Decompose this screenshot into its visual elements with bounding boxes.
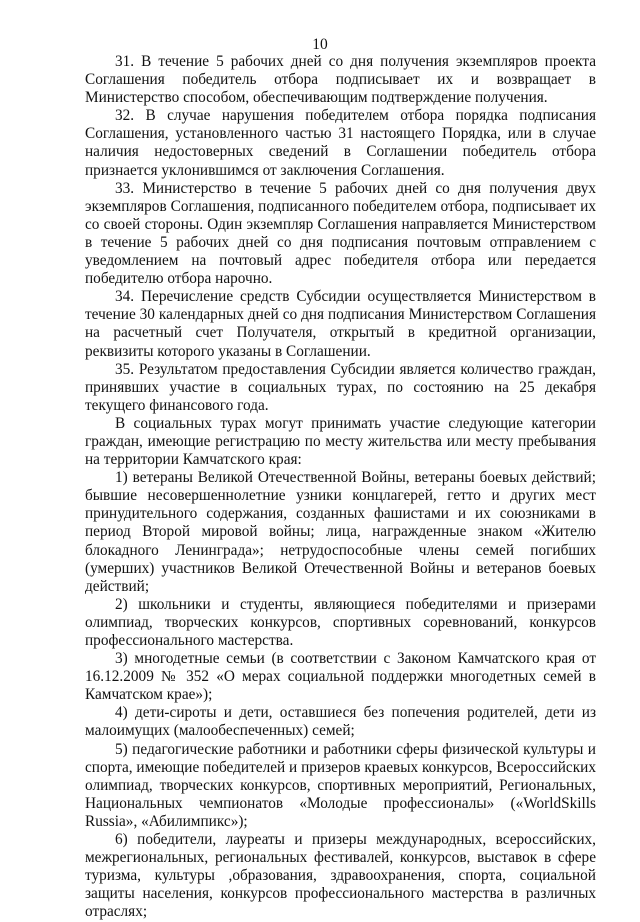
document-body: [85, 53, 596, 922]
list-item-2: 2) школьники и студенты, являющиеся победителями и призерами олимпиад, творческих конкурсов, спортивных соревнований, конкурсов профессионального мастерства.: [85, 595, 596, 649]
paragraph-33: 33. Министерство в течение 5 рабочих дней со дня получения двух экземпляров Соглашения, подписанного победителем отбора, подписывает их со своей стороны. Один экземпляр Соглашения направляется Министерством в течение 5 рабочих дней со дня подписания почтовым отправлением с уведомлением на почтовый адрес победителя отбора или передается победителю отбора нарочно.: [85, 179, 596, 288]
list-item-6: 6) победители, лауреаты и призеры международных, всероссийских, межрегиональных, региональных фестивалей, конкурсов, выставок в сфере туризма, культуры ,образования, здравоохранения, спорта, социальной защиты населения, конкурсов профессионального мастерства в различных отраслях;: [85, 831, 596, 921]
list-item-5: 5) педагогические работники и работники сферы физической культуры и спорта, имеющие победителей и призеров краевых конкурсов, Всероссийских олимпиад, творческих конкурсов, спортивных мероприятий, Региональных, Национальных чемпионатов «Молодые профессионалы» («WorldSkills Russia», «Абилимпикс»);: [85, 740, 596, 830]
paragraph-34: 34. Перечисление средств Субсидии осуществляется Министерством в течение 30 календарных дней со дня подписания Министерством Соглашения на расчетный счет Получателя, открытый в кредитной организации, реквизиты которого указаны в Соглашении.: [85, 288, 596, 360]
paragraph-31: 31. В течение 5 рабочих дней со дня получения экземпляров проекта Соглашения победитель отбора подписывает их и возвращает в Министерство способом, обеспечивающим подтверждение получения.: [85, 53, 596, 107]
paragraph-32: 32. В случае нарушения победителем отбора порядка подписания Соглашения, установленного частью 31 настоящего Порядка, или в случае наличия недостоверных сведений в Соглашении победитель отбора признается уклонившимся от заключения Соглашения.: [85, 107, 596, 179]
page-number: 10: [312, 36, 328, 53]
paragraph-35: 35. Результатом предоставления Субсидии является количество граждан, принявших участие в социальных турах, по состоянию на 25 декабря текущего финансового года.: [85, 360, 596, 414]
list-item-1: 1) ветераны Великой Отечественной Войны, ветераны боевых действий; бывшие несовершеннолетние узники концлагерей, гетто и других мест принудительного содержания, созданных фашистами и их союзниками в период Второй мировой войны; лица, награжденные знаком «Жителю блокадного Ленинграда»; нетрудоспособные члены семей погибших (умерших) участников Великой Отечественной Войны и ветеранов боевых действий;: [85, 469, 596, 595]
list-item-4: 4) дети-сироты и дети, оставшиеся без попечения родителей, дети из малоимущих (малообеспеченных) семей;: [85, 704, 596, 740]
paragraph-categories-intro: В социальных турах могут принимать участие следующие категории граждан, имеющие регистрацию по месту жительства или месту пребывания на территории Камчатского края:: [85, 414, 596, 469]
list-item-3: 3) многодетные семьи (в соответствии с Законом Камчатского края от 16.12.2009 № 352 «О мерах социальной поддержки многодетных семей в Камчатском крае»);: [85, 650, 596, 704]
